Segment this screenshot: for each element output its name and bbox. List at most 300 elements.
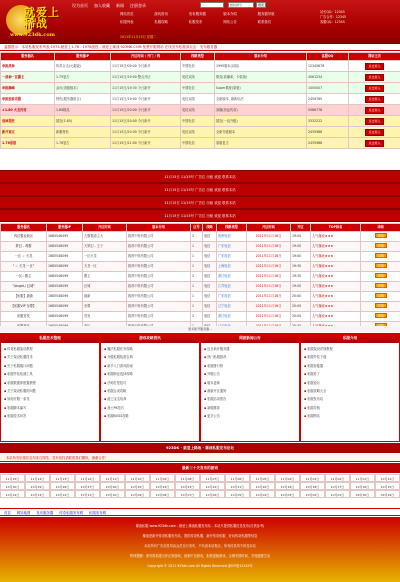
bottom-link[interactable]: 传奇私服发布网 bbox=[59, 511, 84, 515]
date-calendar bbox=[0, 474, 400, 498]
enter-site-button[interactable]: 点击进入 bbox=[365, 74, 383, 81]
featured-server-table bbox=[0, 52, 400, 149]
featured-server-name: ★1.80 火龙传奇 bbox=[1, 105, 55, 116]
calendar-day-link[interactable]: 11月06日 bbox=[225, 474, 250, 482]
server-col-header: 线路类型 bbox=[217, 224, 247, 232]
article-link[interactable]: ▪ 法师打怪技巧 bbox=[104, 379, 196, 387]
server-ip: 1685548099 bbox=[47, 282, 83, 292]
server-line: 电信 bbox=[203, 232, 217, 242]
calendar-day-link[interactable]: 11月03日 bbox=[300, 474, 325, 482]
article-link[interactable]: ▪ 私服技术问答 bbox=[4, 412, 96, 420]
featured-line-type: 电信双线 bbox=[181, 94, 215, 105]
article-link[interactable]: ▪ 魔法私服任务攻略 bbox=[104, 345, 196, 353]
server-line: 电信 bbox=[203, 252, 217, 262]
article-link[interactable]: ▪ 私服BOSS攻略 bbox=[104, 412, 196, 420]
featured-version: 原版复古 bbox=[215, 138, 307, 149]
server-version: 推荐中转有限公司 bbox=[127, 292, 191, 302]
server-row[interactable] bbox=[1, 242, 400, 252]
calendar-day-link[interactable]: 10月02日 bbox=[300, 490, 325, 498]
calendar-day-link[interactable]: 10月20日 bbox=[250, 482, 275, 490]
calendar-title: 最新三十天发布的游戏 bbox=[0, 463, 400, 473]
server-row[interactable] bbox=[1, 252, 400, 262]
ad-banner[interactable]: 923DK - 就爱上稀战 - 稀战私服发布论坛 bbox=[0, 443, 400, 453]
calendar-day-link[interactable]: 11月08日 bbox=[175, 474, 200, 482]
server-line: 电信 bbox=[203, 292, 217, 302]
featured-col-header: 网站主页 bbox=[349, 53, 400, 61]
server-open-time: 19:00 bbox=[291, 282, 311, 292]
featured-open-time: 11月15日/19:00 整点开区 bbox=[111, 72, 181, 83]
featured-server-name: 单挑巅峰 bbox=[1, 83, 55, 94]
server-line-type: 江苏电信 bbox=[217, 282, 247, 292]
server-row[interactable] bbox=[1, 272, 400, 282]
main-menu bbox=[120, 12, 290, 25]
featured-row[interactable] bbox=[1, 127, 400, 138]
server-line-type: 上海电信 bbox=[217, 262, 247, 272]
server-row[interactable] bbox=[1, 292, 400, 302]
featured-col-header: 版本介绍 bbox=[215, 53, 307, 61]
menu-item[interactable]: 私服发布 bbox=[188, 20, 203, 24]
calendar-day-link[interactable]: 11月14日 bbox=[25, 474, 50, 482]
server-row[interactable] bbox=[1, 232, 400, 242]
server-detail-button[interactable]: 详细 bbox=[375, 243, 387, 248]
calendar-day-link[interactable]: 10月17日 bbox=[325, 482, 350, 490]
article-link[interactable]: ▪ 关于架设私服技术 bbox=[4, 353, 96, 361]
featured-line-type: 电信双线 bbox=[181, 127, 215, 138]
menu-item[interactable]: 网站公告 bbox=[223, 20, 237, 24]
server-rank: 人气爆表★★★ bbox=[311, 262, 361, 272]
article-link[interactable]: ▪ 升级私服装备宝典 bbox=[104, 353, 196, 361]
server-ip: 1685548099 bbox=[47, 262, 83, 272]
article-link[interactable]: ▪ 道士宝宝培养 bbox=[104, 395, 196, 403]
enter-site-button[interactable]: 点击进入 bbox=[365, 96, 383, 103]
featured-qq: 12345678 bbox=[307, 61, 349, 72]
server-col-header: 服务器IP bbox=[47, 224, 83, 232]
footer-line: 本站所有广告信息均由会员自行发布，不代表本站观点，所有信息均不涉及本站 bbox=[144, 544, 256, 548]
calendar-day-link[interactable]: 10月22日 bbox=[200, 482, 225, 490]
article-link[interactable]: ▪ 私服攻略大全 bbox=[304, 387, 396, 395]
calendar-day-link[interactable]: 10月12日 bbox=[50, 490, 75, 498]
featured-link-cell bbox=[349, 83, 400, 94]
server-version: 推荐中转有限公司 bbox=[127, 302, 191, 312]
server-title: 最新 bbox=[83, 292, 127, 302]
server-detail-button[interactable]: 详细 bbox=[375, 283, 387, 288]
promo-text: 11月15日 11/15号 广告位 出租 欢迎 联系本站 bbox=[164, 188, 236, 192]
featured-link-cell bbox=[349, 94, 400, 105]
article-link[interactable]: ▪ 私服活动预告 bbox=[204, 395, 296, 403]
featured-qq: 2435988 bbox=[307, 138, 349, 149]
featured-open-time: 11月15日/20:00 今日新开 bbox=[111, 105, 181, 116]
calendar-day-link[interactable]: 11月13日 bbox=[50, 474, 75, 482]
calendar-day-link[interactable]: 09月29日 bbox=[375, 490, 400, 498]
featured-row[interactable] bbox=[1, 61, 400, 72]
server-title: 大霸霸道主大 bbox=[83, 232, 127, 242]
server-detail-cell bbox=[361, 262, 400, 272]
featured-line-type: 中国电信 bbox=[181, 138, 215, 149]
calendar-day-link[interactable]: 10月16日 bbox=[350, 482, 375, 490]
server-col-header: 区号 bbox=[191, 224, 203, 232]
article-link[interactable]: ▪ 私服架设详细教程 bbox=[304, 345, 396, 353]
menu-item[interactable]: 版本介绍 bbox=[223, 12, 237, 16]
article-link[interactable]: ▪ 新服推荐 bbox=[204, 404, 296, 412]
server-row[interactable] bbox=[1, 312, 400, 322]
article-link[interactable]: ▪ 热门私服推荐 bbox=[204, 353, 296, 361]
featured-link-cell bbox=[349, 138, 400, 149]
article-link[interactable]: ▪ 私服脚本编写 bbox=[4, 404, 96, 412]
server-zone: 1 bbox=[191, 252, 203, 262]
calendar-day-link[interactable]: 11月15日 bbox=[0, 474, 25, 482]
featured-open-time: 11月15日/21:00 今日新开 bbox=[111, 138, 181, 149]
calendar-day-link[interactable]: 10月19日 bbox=[275, 482, 300, 490]
server-ip: 1685548099 bbox=[47, 242, 83, 252]
featured-row[interactable] bbox=[1, 83, 400, 94]
calendar-day-link[interactable]: 11月05日 bbox=[250, 474, 275, 482]
server-line-type: 辽宁电信 bbox=[217, 302, 247, 312]
calendar-day-link[interactable]: 10月18日 bbox=[300, 482, 325, 490]
server-col-header: 服务器名 bbox=[1, 224, 47, 232]
menu-item[interactable]: 私服列表 bbox=[120, 20, 134, 24]
promo-text: 11月15日 11/15号 广告位 出租 欢迎 联系本站 bbox=[164, 175, 236, 179]
bottom-link[interactable]: 私服发布网 bbox=[89, 511, 106, 515]
article-list bbox=[101, 343, 199, 423]
search-type-select[interactable]: 按时间分 bbox=[228, 2, 254, 8]
server-ip: 1685548099 bbox=[47, 292, 83, 302]
calendar-day-link[interactable]: 11月12日 bbox=[75, 474, 100, 482]
calendar-day-link[interactable]: 09月30日 bbox=[350, 490, 375, 498]
server-version: 推荐中转有限公司 bbox=[127, 252, 191, 262]
article-link[interactable]: ▪ 开服公告 bbox=[204, 370, 296, 378]
article-link[interactable]: ▪ 如何开服一条龙 bbox=[4, 395, 96, 403]
calendar-day-link[interactable]: 10月09日 bbox=[125, 490, 150, 498]
article-link[interactable]: ▪ 关于架设私服的问题 bbox=[4, 387, 96, 395]
calendar-day-link[interactable]: 11月07日 bbox=[200, 474, 225, 482]
calendar-day-link[interactable]: 10月30日 bbox=[0, 482, 25, 490]
calendar-day-link[interactable]: 11月04日 bbox=[275, 474, 300, 482]
featured-qq: 1050007 bbox=[307, 83, 349, 94]
server-col-header: TOP排名 bbox=[311, 224, 361, 232]
server-title: 天龙一区 bbox=[83, 262, 127, 272]
featured-qq: 2459765 bbox=[307, 94, 349, 105]
column-title: 私服技术整理 bbox=[1, 334, 99, 343]
enter-site-button[interactable]: 点击进入 bbox=[365, 107, 383, 114]
article-list bbox=[301, 343, 399, 423]
article-link[interactable]: ▪ 新手入门游戏指南 bbox=[104, 362, 196, 370]
enter-site-button[interactable]: 点击进入 bbox=[365, 85, 383, 92]
featured-server-ip: 传奇合击(元素版) bbox=[55, 61, 111, 72]
server-zone: 1 bbox=[191, 302, 203, 312]
menu-item[interactable]: 联系我们 bbox=[257, 20, 272, 24]
column-title: 私服介绍 bbox=[301, 334, 399, 343]
server-rank: 人气爆表★★★ bbox=[311, 282, 361, 292]
scroll-notice: 本站所发私服信息均来自网络，若有侵权请联系我们删除，谢谢合作！ bbox=[0, 454, 400, 462]
featured-row[interactable] bbox=[1, 72, 400, 83]
calendar-day-link[interactable]: 11月10日 bbox=[125, 474, 150, 482]
contact-info bbox=[320, 10, 396, 25]
featured-open-time: 11月15日/09:00 今日新开 bbox=[111, 61, 181, 72]
server-name: "/AngeL/ 幻城" bbox=[1, 282, 47, 292]
top-nav bbox=[72, 2, 146, 10]
server-detail-button[interactable]: 详细 bbox=[375, 293, 387, 298]
featured-row[interactable] bbox=[1, 94, 400, 105]
server-zone: 1 bbox=[191, 312, 203, 322]
server-rank: 人气爆表★★★ bbox=[311, 292, 361, 302]
server-zone: 1 bbox=[191, 262, 203, 272]
server-detail-button[interactable]: 详细 bbox=[375, 303, 387, 308]
featured-server-ip: 1.80精品 bbox=[55, 105, 111, 116]
server-ip: 1685548495 bbox=[47, 232, 83, 242]
promo-bar[interactable] bbox=[0, 170, 400, 183]
server-ip: 1685548099 bbox=[47, 302, 83, 312]
featured-qq: 5566778 bbox=[307, 105, 349, 116]
server-open-time: 19:30 bbox=[291, 262, 311, 272]
article-link[interactable]: ▪ 私服职业选择攻略 bbox=[104, 370, 196, 378]
calendar-day-link[interactable]: 10月25日 bbox=[125, 482, 150, 490]
site-logo[interactable] bbox=[6, 3, 64, 41]
more-servers-link[interactable]: 更多新开服务器... bbox=[0, 326, 400, 332]
server-zone: 1 bbox=[191, 242, 203, 252]
article-link[interactable]: ▪ 私服论坛 bbox=[304, 379, 396, 387]
server-line: 电信 bbox=[203, 282, 217, 292]
server-line: 电信 bbox=[203, 302, 217, 312]
server-detail-cell bbox=[361, 282, 400, 292]
article-link[interactable]: ▪ 最新开区通知 bbox=[204, 387, 296, 395]
article-column bbox=[200, 333, 300, 442]
calendar-day-link[interactable]: 10月14日 bbox=[0, 490, 25, 498]
calendar-day-link[interactable]: 10月24日 bbox=[150, 482, 175, 490]
server-line: 电信 bbox=[203, 312, 217, 322]
server-name: 梦幻 - 毒霸 bbox=[1, 242, 47, 252]
server-rank: 人气爆表★★★ bbox=[311, 302, 361, 312]
footer-line: Copyright © 2011 923dk.com All Rights Reserved 浙ICP备12345号 bbox=[147, 564, 253, 568]
article-link[interactable]: ▪ 版本更新 bbox=[204, 379, 296, 387]
menu-item[interactable]: 游戏资讯 bbox=[154, 12, 168, 16]
bottom-link[interactable]: 发布服务器 bbox=[36, 511, 54, 515]
article-columns bbox=[0, 333, 400, 442]
featured-version: 高爆(热血传奇) bbox=[215, 105, 307, 116]
article-column bbox=[100, 333, 200, 442]
bottom-link[interactable]: 网站地图 bbox=[16, 511, 31, 515]
featured-open-time: 11月15日/19:30 今日新开 bbox=[111, 83, 181, 94]
featured-version: 微变(高爆率，卡装备) bbox=[215, 72, 307, 83]
featured-link-cell bbox=[349, 105, 400, 116]
article-link[interactable]: ▪ 私服外挂检测工具 bbox=[4, 370, 96, 378]
server-open-date: 2011年11月16日 bbox=[247, 232, 291, 242]
bottom-links bbox=[0, 508, 400, 516]
promo-bar[interactable] bbox=[0, 209, 400, 222]
server-col-header: 线路 bbox=[203, 224, 217, 232]
server-zone: 1 bbox=[191, 232, 203, 242]
calendar-day-link[interactable]: 10月15日 bbox=[375, 482, 400, 490]
server-rank: 人气爆表★★★ bbox=[311, 272, 361, 282]
calendar-day-link[interactable]: 10月04日 bbox=[250, 490, 275, 498]
featured-link-cell bbox=[349, 72, 400, 83]
article-link[interactable]: ▪ 私服合成攻略 bbox=[104, 387, 196, 395]
calendar-day-link[interactable]: 11月11日 bbox=[100, 474, 125, 482]
server-line-type: 浙江电信 bbox=[217, 312, 247, 322]
calendar-day-link[interactable]: 10月31日 bbox=[375, 474, 400, 482]
calendar-day-link[interactable]: 10月28日 bbox=[50, 482, 75, 490]
article-link[interactable]: ▪ 私服登陆器 bbox=[304, 362, 396, 370]
server-detail-cell bbox=[361, 252, 400, 262]
article-link[interactable]: ▪ 私服数据库配置教程 bbox=[4, 379, 96, 387]
featured-open-time: 11月15日/19:00 今日新开 bbox=[111, 94, 181, 105]
server-open-time: 19:00 bbox=[291, 242, 311, 252]
featured-col-header: 开区时间 / 开门 / 线 bbox=[111, 53, 181, 61]
featured-version: 全新版本, 最新玩法 bbox=[215, 94, 307, 105]
menu-item[interactable]: 发布服务器 bbox=[188, 12, 206, 16]
featured-line-type: 中国电信 bbox=[181, 61, 215, 72]
featured-row[interactable] bbox=[1, 116, 400, 127]
server-detail-button[interactable]: 详细 bbox=[375, 253, 387, 258]
featured-server-name: 1.76原版 bbox=[1, 138, 55, 149]
promo-text: 11月15日 11/15号 广告位 出租 欢迎 联系本站 bbox=[164, 214, 236, 218]
server-col-header: 开区时间 bbox=[83, 224, 127, 232]
calendar-day-link[interactable]: 10月13日 bbox=[25, 490, 50, 498]
server-title: 首发 bbox=[83, 312, 127, 322]
column-title: 网游新闻公告 bbox=[201, 334, 299, 343]
server-version: 推荐中转有限公司 bbox=[127, 262, 191, 272]
calendar-day-link[interactable]: 10月23日 bbox=[175, 482, 200, 490]
server-detail-button[interactable]: 详细 bbox=[375, 273, 387, 278]
server-list-table bbox=[0, 223, 400, 332]
enter-site-button[interactable]: 点击进入 bbox=[365, 63, 383, 70]
server-title: 幻城 bbox=[83, 282, 127, 292]
server-name: 【私服VIP 至尊】 bbox=[1, 302, 47, 312]
calendar-day-link[interactable]: 10月05日 bbox=[225, 490, 250, 498]
featured-server-name: 单挑独家首服 bbox=[1, 94, 55, 105]
server-title: 天梦幻 - 王子 bbox=[83, 242, 127, 252]
logo-title: 就爱上稀战 bbox=[24, 6, 60, 30]
search-input[interactable] bbox=[200, 2, 224, 8]
contact-line: 广告合作：12345 bbox=[320, 15, 347, 19]
featured-row[interactable] bbox=[1, 138, 400, 149]
server-detail-button[interactable]: 详细 bbox=[375, 313, 387, 318]
server-col-header: 开区 bbox=[291, 224, 311, 232]
featured-link-cell bbox=[349, 116, 400, 127]
calendar-day-link[interactable]: 10月29日 bbox=[25, 482, 50, 490]
menu-item[interactable]: 服务器导航 bbox=[257, 12, 275, 16]
article-link[interactable]: ▪ 近日新开服务器 bbox=[204, 345, 296, 353]
server-detail-cell bbox=[361, 272, 400, 282]
server-title: 一区火龙 bbox=[83, 252, 127, 262]
site-footer bbox=[0, 517, 400, 582]
article-column bbox=[300, 333, 400, 442]
calendar-day-link[interactable]: 10月03日 bbox=[275, 490, 300, 498]
featured-col-header: 客服QQ bbox=[307, 53, 349, 61]
server-detail-button[interactable]: 详细 bbox=[375, 233, 387, 238]
featured-link-cell bbox=[349, 61, 400, 72]
article-link[interactable]: ▪ 关于私服端口问题 bbox=[4, 362, 96, 370]
calendar-day-link[interactable]: 10月07日 bbox=[175, 490, 200, 498]
promo-bar[interactable] bbox=[0, 183, 400, 196]
calendar-day-link[interactable]: 11月01日 bbox=[350, 474, 375, 482]
calendar-day-link[interactable]: 10月08日 bbox=[150, 490, 175, 498]
calendar-day-link[interactable]: 10月21日 bbox=[225, 482, 250, 490]
calendar-day-link[interactable]: 10月10日 bbox=[100, 490, 125, 498]
article-link[interactable]: ▪ 私服外挂下载 bbox=[304, 353, 396, 361]
featured-col-header: 线路类型 bbox=[181, 53, 215, 61]
article-link[interactable]: ▪ 私服排行榜 bbox=[204, 362, 296, 370]
server-row[interactable] bbox=[1, 302, 400, 312]
server-open-date: 2011年11月16日 bbox=[247, 302, 291, 312]
calendar-day-link[interactable]: 10月27日 bbox=[75, 482, 100, 490]
site-header bbox=[0, 0, 400, 44]
featured-qq: 3332222 bbox=[307, 116, 349, 127]
server-col-header: 版本介绍 bbox=[127, 224, 191, 232]
article-link[interactable]: ▪ 私服发布站 bbox=[304, 395, 396, 403]
enter-site-button[interactable]: 点击进入 bbox=[365, 140, 383, 147]
server-zone: 1 bbox=[191, 282, 203, 292]
featured-row[interactable] bbox=[1, 105, 400, 116]
footer-line: 稀战私服 www.923dk.com - 就爱上稀战私服发布站 - 本站只提供私服信息发布(仅供参考) bbox=[135, 524, 265, 528]
calendar-day-link[interactable]: 10月26日 bbox=[100, 482, 125, 490]
menu-item[interactable]: 私服攻略 bbox=[154, 20, 168, 24]
article-link[interactable]: ▪ 私服导航 bbox=[304, 404, 396, 412]
server-row[interactable] bbox=[1, 282, 400, 292]
featured-open-time: 11月15日/20:30 今日新开 bbox=[111, 127, 181, 138]
server-detail-cell bbox=[361, 292, 400, 302]
calendar-day-link[interactable]: 10月06日 bbox=[200, 490, 225, 498]
register-link[interactable]: 注册登录 bbox=[130, 3, 146, 8]
server-version: 推荐中转有限公司 bbox=[127, 232, 191, 242]
calendar-day-link[interactable]: 10月11日 bbox=[75, 490, 100, 498]
article-link[interactable]: ▪ 私服网站 bbox=[304, 412, 396, 420]
set-homepage-link[interactable]: 设为首页 bbox=[72, 3, 88, 8]
article-link[interactable]: ▪ 私服补丁 bbox=[304, 370, 396, 378]
server-version: 推荐中转有限公司 bbox=[127, 282, 191, 292]
search-button[interactable]: 搜索 bbox=[257, 3, 264, 7]
add-favorite-link[interactable]: 加入收藏 bbox=[94, 3, 110, 8]
server-ip: 1685548099 bbox=[47, 312, 83, 322]
news-link[interactable]: 新闻 bbox=[116, 3, 124, 8]
server-name: 一区 ☆ 火龙 bbox=[1, 252, 47, 262]
featured-server-ip: 特色(服务器组合) bbox=[55, 94, 111, 105]
featured-server-ip: 1.75复古 bbox=[55, 72, 111, 83]
promo-text: 11月15日 11/15号 广告位 出租 欢迎 联系本站 bbox=[164, 201, 236, 205]
footer-line: 稀战是新开传奇私服发布站，提供传奇私服、新开传奇私服、好玩传奇私服等信息 bbox=[142, 534, 258, 538]
featured-line-type: 中国电信 bbox=[181, 83, 215, 94]
calendar-day-link[interactable]: 10月01日 bbox=[325, 490, 350, 498]
server-version: 推荐中转有限公司 bbox=[127, 312, 191, 322]
server-name: 私服首发 bbox=[1, 312, 47, 322]
server-row[interactable] bbox=[1, 262, 400, 272]
enter-site-button[interactable]: 点击进入 bbox=[365, 129, 383, 136]
server-col-header: 开区时间 bbox=[247, 224, 291, 232]
enter-site-button[interactable]: 点击进入 bbox=[365, 118, 383, 125]
featured-server-ip: 超变(1.85) bbox=[55, 116, 111, 127]
server-ip: 1685548099 bbox=[47, 252, 83, 262]
article-link[interactable]: ▪ 传奇私服架设教程 bbox=[4, 345, 96, 353]
article-link[interactable]: ▪ 更多公告 bbox=[204, 412, 296, 420]
menu-item[interactable]: 网站首页 bbox=[120, 12, 134, 16]
article-column bbox=[0, 333, 100, 442]
featured-line-type: 电信双线 bbox=[181, 72, 215, 83]
article-link[interactable]: ▪ 战士PK技巧 bbox=[104, 404, 196, 412]
contact-line: 客服QQ：12345 bbox=[320, 20, 345, 24]
featured-server-ip: 1.76复古 bbox=[55, 138, 111, 149]
promo-bar[interactable] bbox=[0, 196, 400, 209]
calendar-day-link[interactable]: 11月09日 bbox=[150, 474, 175, 482]
featured-server-ip: 金币(顶级版本) bbox=[55, 83, 111, 94]
server-detail-button[interactable]: 详细 bbox=[375, 263, 387, 268]
bottom-link[interactable]: 首页 bbox=[4, 511, 11, 515]
article-list bbox=[1, 343, 99, 423]
server-detail-cell bbox=[361, 312, 400, 322]
server-zone: 1 bbox=[191, 272, 203, 282]
server-title: 霸主 bbox=[83, 272, 127, 282]
server-title: 至尊 bbox=[83, 302, 127, 312]
server-col-header: 详细 bbox=[361, 224, 400, 232]
calendar-day-link[interactable]: 11月02日 bbox=[325, 474, 350, 482]
